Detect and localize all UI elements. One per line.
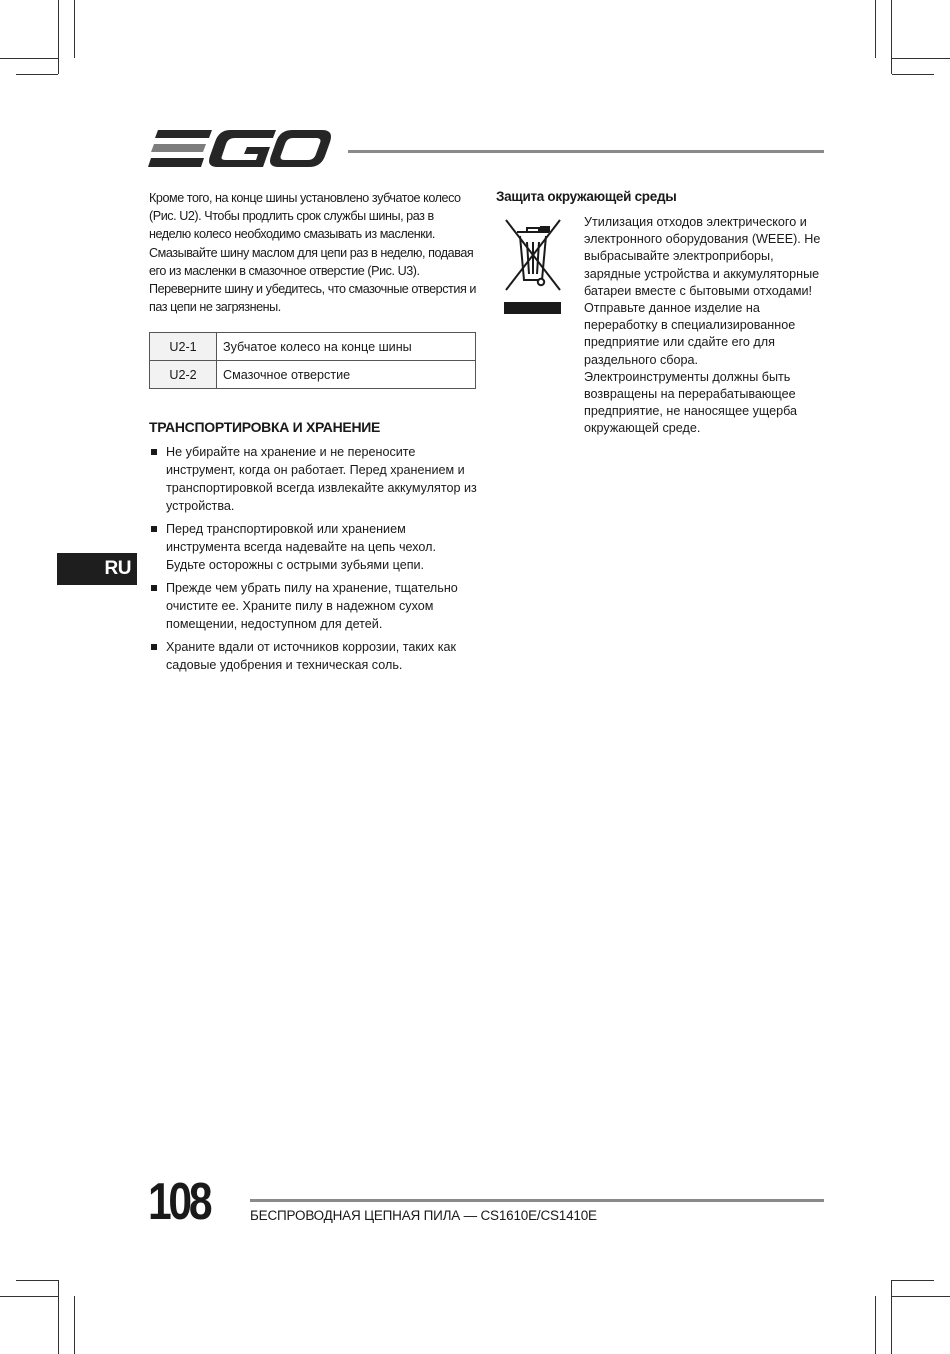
table-row xyxy=(150,361,476,389)
crop-mark xyxy=(892,1280,934,1281)
list-item xyxy=(149,520,477,574)
footer-rule xyxy=(250,1199,824,1202)
part-code: U2-2 xyxy=(150,361,217,389)
crop-mark xyxy=(74,0,75,58)
header-rule xyxy=(348,150,824,153)
list-item-text: Прежде чем убрать пилу на хранение, тщательно очистите ее. Храните пилу в надежном сухом помещении, недоступном для детей. xyxy=(166,581,458,632)
crop-mark xyxy=(0,58,58,59)
crop-mark xyxy=(74,1296,75,1354)
environment-block xyxy=(496,214,824,438)
crop-mark xyxy=(892,1296,950,1297)
crop-mark xyxy=(891,1280,892,1354)
bullet-square-icon xyxy=(151,644,157,650)
list-item xyxy=(149,579,477,633)
environment-title: Защита окружающей среды xyxy=(496,189,677,204)
section-title: ТРАНСПОРТИРОВКА И ХРАНЕНИЕ xyxy=(149,419,381,436)
left-column xyxy=(149,189,477,679)
part-description: Зубчатое колесо на конце шины xyxy=(217,333,476,361)
list-item xyxy=(149,638,477,674)
part-code: U2-1 xyxy=(150,333,217,361)
crop-mark xyxy=(58,0,59,74)
crop-mark xyxy=(0,1296,58,1297)
table-row xyxy=(150,333,476,361)
list-item-text: Перед транспортировкой или хранением инструмента всегда надевайте на цепь чехол. Будьте осторожны с острыми зубьями цепи. xyxy=(166,522,437,573)
crop-mark xyxy=(16,74,58,75)
page-number: 108 xyxy=(148,1173,210,1231)
bullet-square-icon xyxy=(151,526,157,532)
bullet-list xyxy=(149,443,477,674)
crop-mark xyxy=(892,58,950,59)
bullet-square-icon xyxy=(151,449,157,455)
crop-mark xyxy=(892,74,934,75)
right-column xyxy=(496,189,824,438)
language-tab: RU xyxy=(57,553,137,585)
weee-crossed-bin-icon xyxy=(500,214,564,322)
crop-mark xyxy=(875,1296,876,1354)
parts-table xyxy=(149,332,476,389)
bullet-square-icon xyxy=(151,585,157,591)
crop-mark xyxy=(58,1280,59,1354)
crop-mark xyxy=(16,1280,58,1281)
part-description: Смазочное отверстие xyxy=(217,361,476,389)
crop-mark xyxy=(875,0,876,58)
footer-title: БЕСПРОВОДНАЯ ЦЕПНАЯ ПИЛА — CS1610E/CS1410E xyxy=(250,1208,597,1223)
environment-text: Утилизация отходов электрического и электронного оборудования (WEEE). Не выбрасывайте электроприборы, зарядные устройства и аккумуляторные батареи вместе с бытовыми отходами! Отправьте данное изделие на переработку в специализированное предприятие или сдайте его для раздельного сбора. Электроинструменты должны быть возвращены на перерабатывающее предприятие, не наносящее ущерба окружающей среде. xyxy=(584,215,821,436)
list-item xyxy=(149,443,477,515)
list-item-text: Храните вдали от источников коррозии, таких как садовые удобрения и техническая соль. xyxy=(166,640,457,673)
ego-logo xyxy=(148,128,332,172)
crop-mark xyxy=(891,0,892,74)
intro-paragraph: Кроме того, на конце шины установлено зубчатое колесо (Рис. U2). Чтобы продлить срок службы шины, раз в неделю колесо необходимо смазывать из масленки. Смазывайте шину маслом для цепи раз в неделю, подавая его из масленки в смазочное отверстие (Рис. U3). Переверните шину и убедитесь, что смазочные отверстия и паз цепи не загрязнены. xyxy=(149,191,476,315)
list-item-text: Не убирайте на хранение и не переносите инструмент, когда он работает. Перед хранением и транспортировкой всегда извлекайте аккумулятор из устройства. xyxy=(166,445,477,514)
